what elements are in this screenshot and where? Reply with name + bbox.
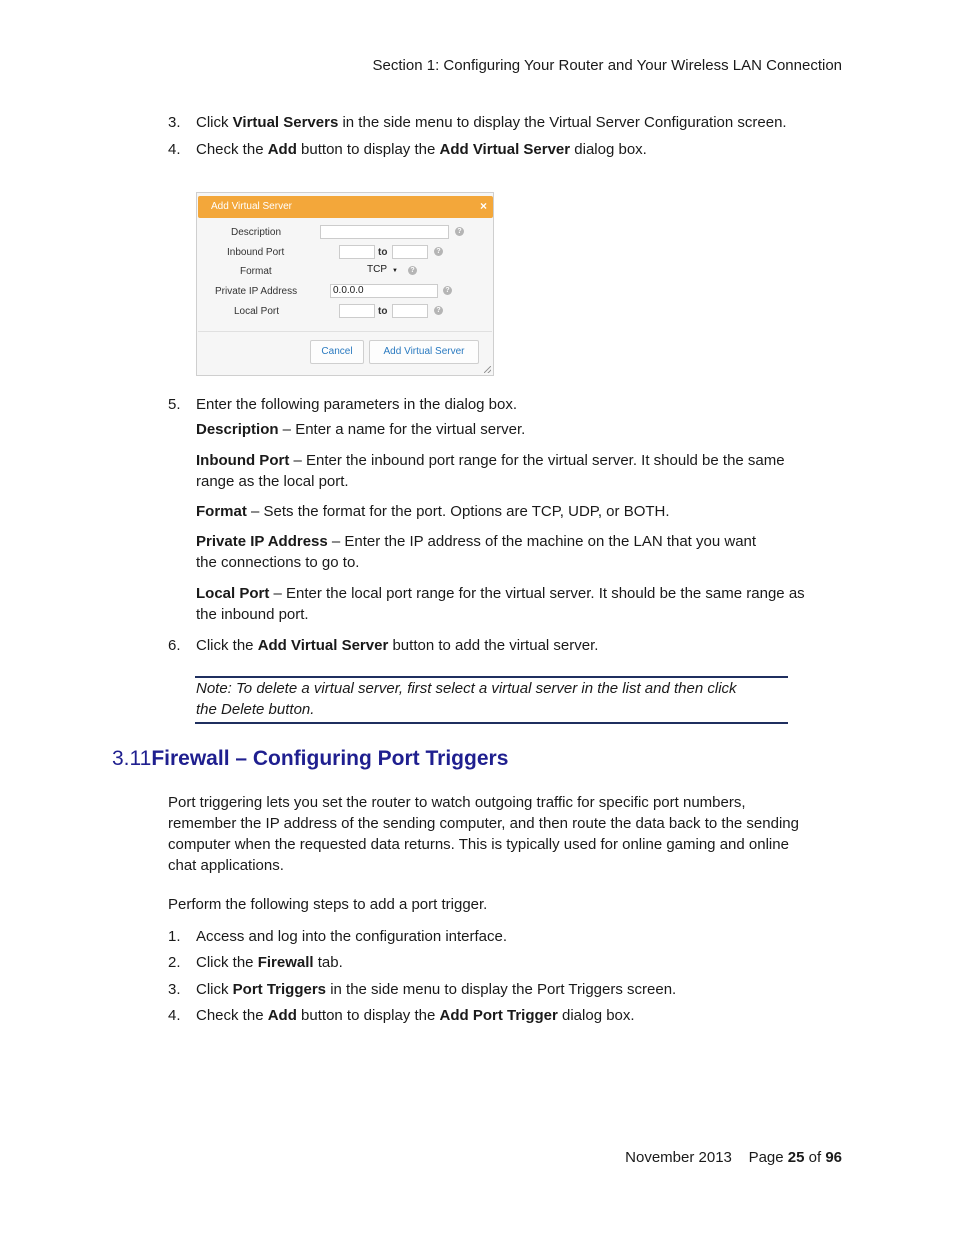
inbound-port-label: Inbound Port — [227, 247, 285, 258]
format-select[interactable]: TCP ▼ — [367, 264, 398, 275]
chevron-down-icon: ▼ — [392, 268, 398, 274]
step-number: 4. — [168, 141, 181, 158]
add-virtual-server-dialog — [196, 192, 494, 376]
param-format: Format – Sets the format for the port. Options are TCP, UDP, or BOTH. — [196, 503, 670, 520]
inbound-port-start-input[interactable] — [339, 245, 375, 259]
paragraph-line: computer when the requested data returns. This is typically used for online gaming and online — [168, 836, 789, 853]
local-port-start-input[interactable] — [339, 304, 375, 318]
cancel-button[interactable]: Cancel — [310, 340, 364, 364]
help-icon[interactable]: ? — [455, 227, 464, 236]
param-private-ip-cont: the connections to go to. — [196, 554, 360, 571]
description-input[interactable] — [320, 225, 449, 239]
note-top-rule — [195, 676, 788, 678]
paragraph-line: chat applications. — [168, 857, 284, 874]
param-description: Description – Enter a name for the virtual server. — [196, 421, 526, 438]
dialog-title-bar — [198, 196, 493, 218]
paragraph-line: Port triggering lets you set the router to watch outgoing traffic for specific port numbers, — [168, 794, 746, 811]
dialog-divider — [198, 331, 492, 332]
param-local-port-cont: the inbound port. — [196, 606, 309, 623]
section-heading: 3.11Firewall – Configuring Port Triggers — [112, 747, 509, 770]
param-inbound-port: Inbound Port – Enter the inbound port range for the virtual server. It should be the same — [196, 452, 785, 469]
resize-grip-icon[interactable] — [484, 366, 491, 373]
step-number: 4. — [168, 1007, 181, 1024]
paragraph-line: Perform the following steps to add a port trigger. — [168, 896, 488, 913]
param-private-ip: Private IP Address – Enter the IP address of the machine on the LAN that you want — [196, 533, 757, 550]
note-text: Note: To delete a virtual server, first select a virtual server in the list and then click — [196, 680, 737, 697]
help-icon[interactable]: ? — [443, 286, 452, 295]
running-header: Section 1: Configuring Your Router and Your Wireless LAN Connection — [372, 57, 842, 74]
step-text: Click the Firewall tab. — [196, 954, 343, 971]
paragraph-line: remember the IP address of the sending computer, and then route the data back to the sending — [168, 815, 799, 832]
step-text: Check the Add button to display the Add Port Trigger dialog box. — [196, 1007, 635, 1024]
step-number: 5. — [168, 396, 181, 413]
note-text: the Delete button. — [196, 701, 315, 718]
add-virtual-server-button[interactable]: Add Virtual Server — [369, 340, 479, 364]
step-text: Enter the following parameters in the dialog box. — [196, 396, 518, 413]
param-local-port: Local Port – Enter the local port range for the virtual server. It should be the same range as — [196, 585, 805, 602]
format-label: Format — [240, 266, 272, 277]
page-footer: November 2013 Page 25 of 96 — [625, 1149, 842, 1166]
dialog-title: Add Virtual Server — [211, 201, 292, 212]
close-icon[interactable]: × — [479, 199, 487, 213]
inbound-port-end-input[interactable] — [392, 245, 428, 259]
to-label: to — [378, 247, 388, 258]
private-ip-label: Private IP Address — [215, 286, 298, 297]
step-number: 3. — [168, 981, 181, 998]
step-number: 2. — [168, 954, 181, 971]
step-text: Click Virtual Servers in the side menu to display the Virtual Server Configuration screen. — [196, 114, 787, 131]
step-text: Click the Add Virtual Server button to add the virtual server. — [196, 637, 599, 654]
help-icon[interactable]: ? — [434, 306, 443, 315]
local-port-end-input[interactable] — [392, 304, 428, 318]
note-bottom-rule — [195, 722, 788, 724]
step-number: 1. — [168, 928, 181, 945]
local-port-label: Local Port — [234, 306, 280, 317]
help-icon[interactable]: ? — [408, 266, 417, 275]
step-text: Click Port Triggers in the side menu to display the Port Triggers screen. — [196, 981, 677, 998]
param-inbound-port-cont: range as the local port. — [196, 473, 349, 490]
step-text: Check the Add button to display the Add Virtual Server dialog box. — [196, 141, 647, 158]
description-label: Description — [231, 227, 282, 238]
step-text: Access and log into the configuration interface. — [196, 928, 508, 945]
help-icon[interactable]: ? — [434, 247, 443, 256]
private-ip-input[interactable]: 0.0.0.0 — [330, 284, 438, 298]
to-label: to — [378, 306, 388, 317]
step-number: 3. — [168, 114, 181, 131]
step-number: 6. — [168, 637, 181, 654]
